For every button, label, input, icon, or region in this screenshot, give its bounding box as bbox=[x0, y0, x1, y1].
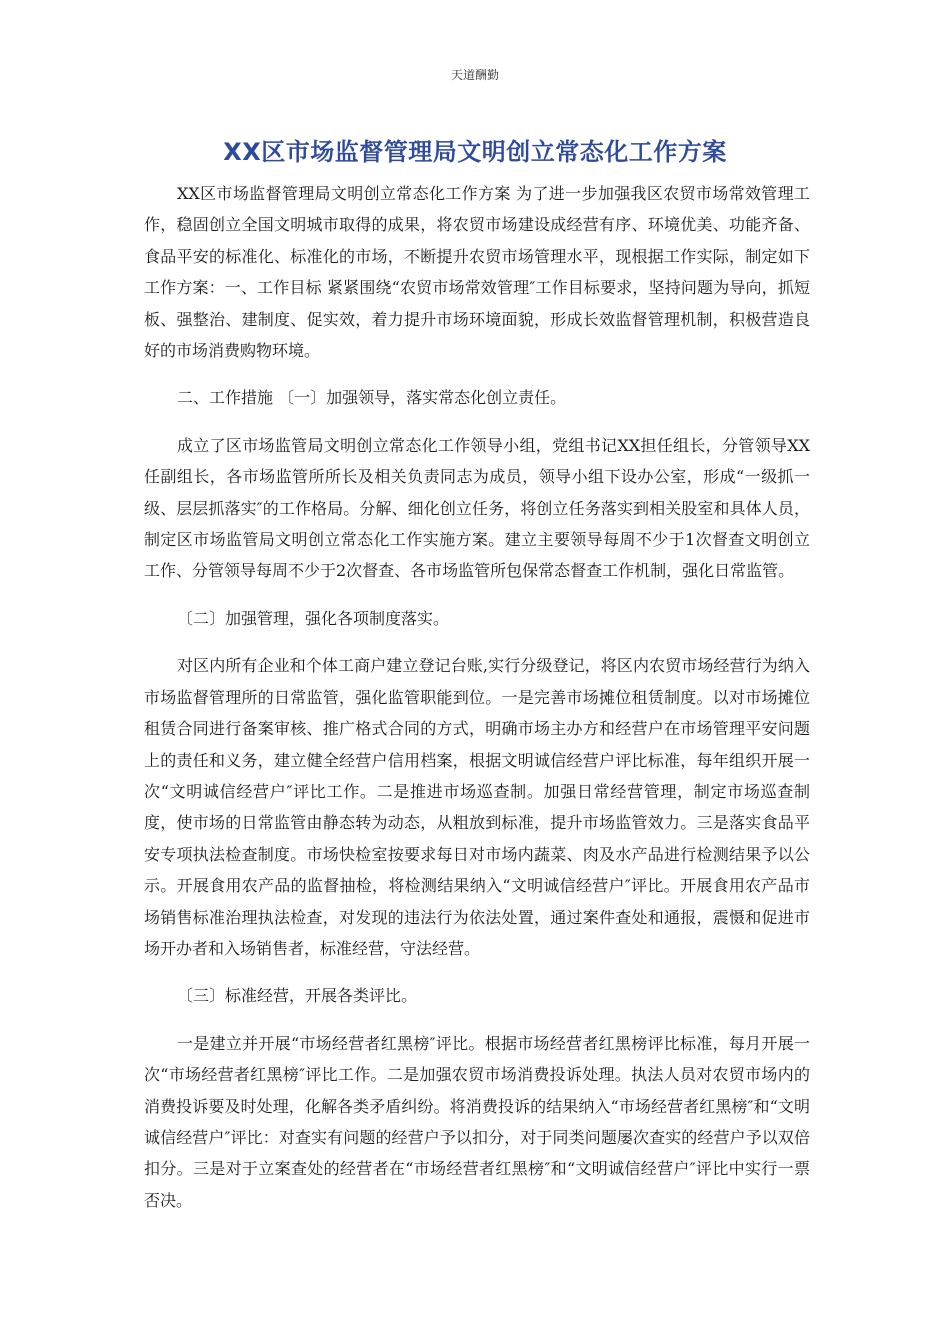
paragraph-evaluation: 一是建立并开展“市场经营者红黑榜″评比。根据市场经营者红黑榜评比标准，每月开展一次“市场经营者红黑榜″评比工作。二是加强农贸市场消费投诉处理。执法人员对农贸市场内的消费投诉要及时处理，化解各类矛盾纠纷。将消费投诉的结果纳入“市场经营者红黑榜″和“文明诚信经营户″评比：对查实有问题的经营户予以扣分，对于同类问题屡次查实的经营户予以双倍扣分。三是对于立案查处的经营者在“市场经营者红黑榜″和“文明诚信经营户″评比中实行一票否决。 bbox=[144, 1033, 810, 1210]
document-body bbox=[144, 178, 810, 1232]
paragraph-section-heading: 二、工作措施 〔一〕加强领导，落实常态化创立责任。 bbox=[177, 388, 567, 408]
paragraph-management: 对区内所有企业和个体工商户建立登记台账,实行分级登记，将区内农贸市场经营行为纳入市场监督管理所的日常监管，强化监管职能到位。一是完善市场摊位租赁制度。以对市场摊位租赁合同进行备案审核、推广格式合同的方式，明确市场主办方和经营户在市场管理平安问题上的责任和义务，建立健全经营户信用档案，根据文明诚信经营户评比标准，每年组织开展一次“文明诚信经营户″评比工作。二是推进市场巡查制。加强日常经营管理，制定市场巡查制度，使市场的日常监管由静态转为动态，从粗放到标准，提升市场监管效力。三是落实食品平安专项执法检查制度。市场快检室按要求每日对市场内蔬菜、肉及水产品进行检测结果予以公示。开展食用农产品的监督抽检，将检测结果纳入“文明诚信经营户″评比。开展食用农产品市场销售标准治理执法检查，对发现的违法行为依法处置，通过案件查处和通报，震慑和促进市场开办者和入场销售者，标准经营，守法经营。 bbox=[144, 656, 810, 958]
paragraph-leadership: 成立了区市场监管局文明创立常态化工作领导小组，党组书记XX担任组长，分管领导XX任副组长，各市场监管所所长及相关负责同志为成员，领导小组下设办公室，形成“一级抓一级、层层抓落实″的工作格局。分解、细化创立任务，将创立任务落实到相关股室和具体人员，制定区市场监管局文明创立常态化工作实施方案。建立主要领导每周不少于1次督查文明创立工作、分管领导每周不少于2次督查、各市场监管所包保常态督查工作机制，强化日常监管。 bbox=[144, 435, 810, 581]
page-header: 天道酬勤 bbox=[450, 68, 499, 82]
paragraph-intro: XX区市场监督管理局文明创立常态化工作方案 为了进一步加强我区农贸市场常效管理工作，稳固创立全国文明城市取得的成果，将农贸市场建设成经营有序、环境优美、功能齐备、食品平安的标准化、标准化的市场，不断提升农贸市场管理水平，现根据工作实际，制定如下工作方案：一、工作目标 紧紧围绕“农贸市场常效管理″工作目标要求，坚持问题为导向，抓短板、强整治、建制度、促实效，着力提升市场环境面貌，形成长效监督管理机制，积极营造良好的市场消费购物环境。 bbox=[144, 184, 810, 361]
document-title: XX区市场监督管理局文明创立常态化工作方案 bbox=[223, 138, 727, 166]
paragraph-subheading-evaluation: 〔三〕标准经营，开展各类评比。 bbox=[177, 986, 418, 1006]
paragraph-subheading-management: 〔二〕加强管理，强化各项制度落实。 bbox=[177, 608, 450, 628]
